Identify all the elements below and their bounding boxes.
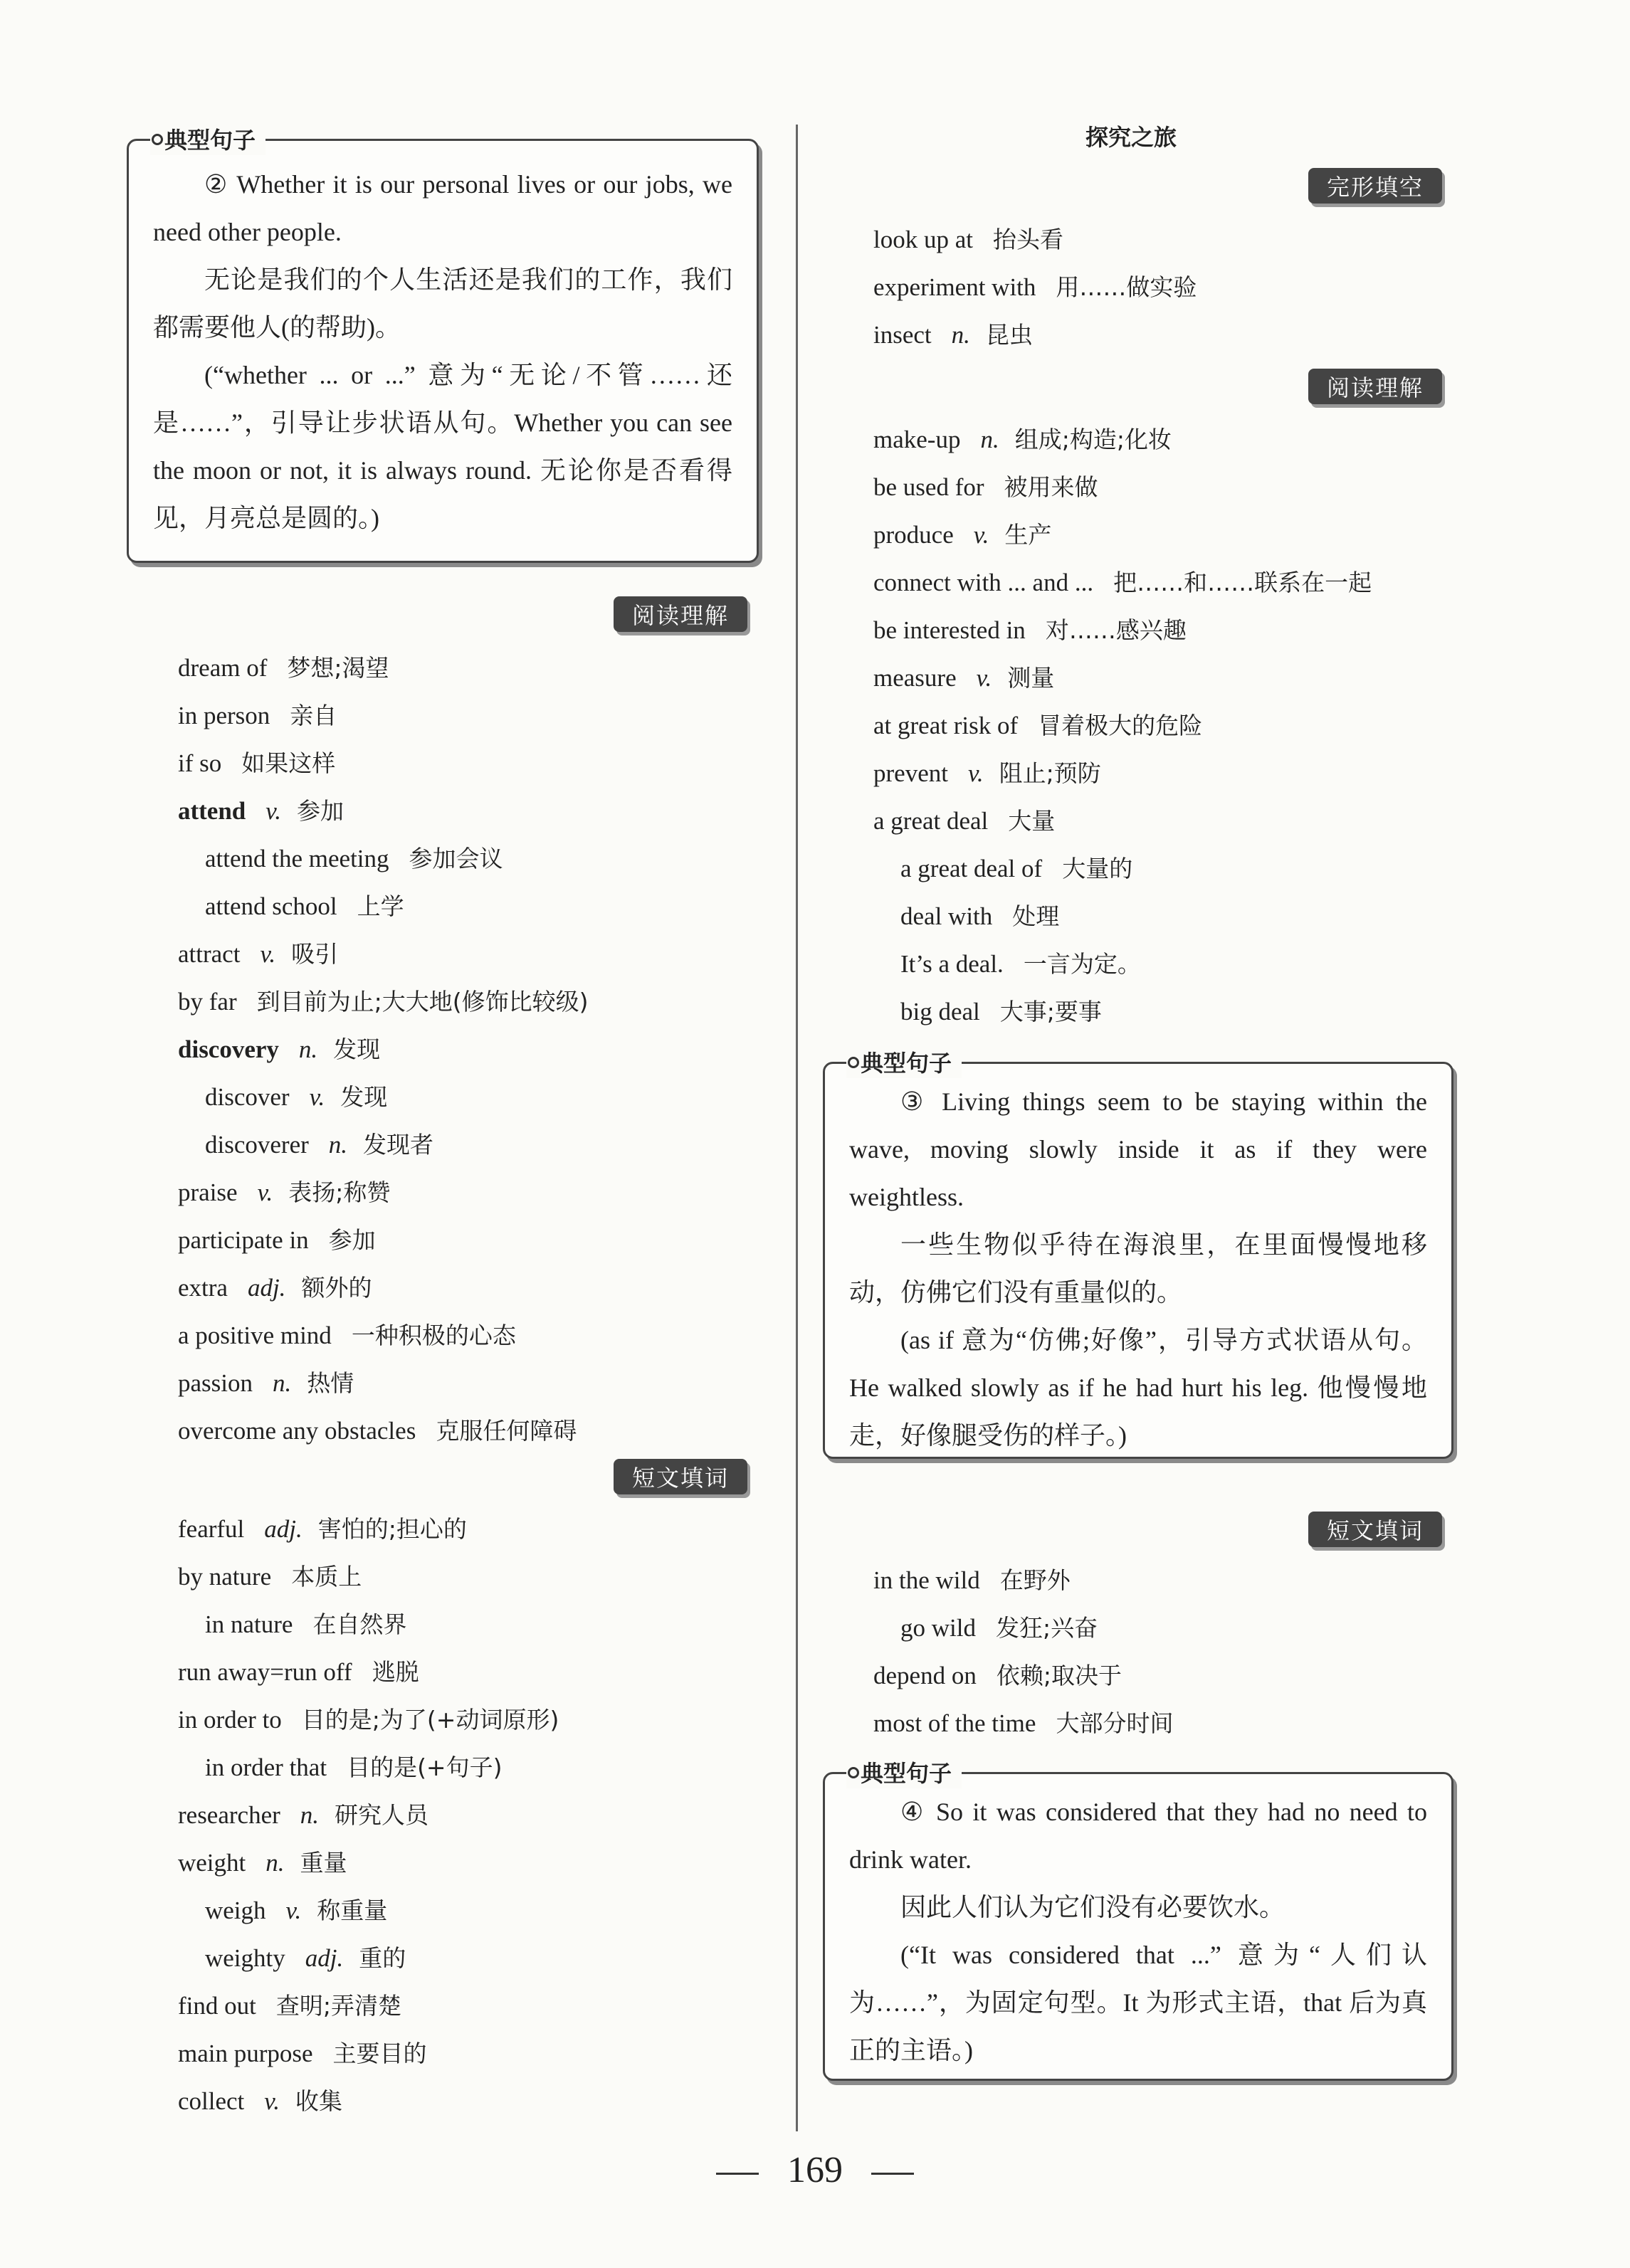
vocab-english: passion [178,1369,253,1397]
vocab-chinese: 梦想;渴望 [287,654,389,682]
vocab-chinese: 抬头看 [992,226,1063,253]
vocab-english: a great deal of [900,855,1043,882]
vocab-chinese: 一言为定。 [1023,950,1141,978]
vocab-english: extra [178,1274,228,1302]
grammar-note: (“It was considered that ...” 意为“人们认为……”，为固定句型。It 为形式主语，that 后为真正的主语。) [849,1941,1427,2064]
example-sentence-zh: 无论是我们的个人生活还是我们的工作，我们都需要他人(的帮助)。 [153,265,732,342]
vocab-chinese: 对……感兴趣 [1045,616,1187,644]
vocab-entry [873,1556,1173,1604]
vocab-entry [178,2030,559,2077]
vocab-chinese: 额外的 [301,1274,372,1302]
vocab-list-cloze [873,216,1197,359]
example-sentence-en: ② Whether it is our personal lives or our jobs, we need other people. [153,170,732,246]
vocab-english: in nature [205,1610,293,1638]
vocab-entry [178,1934,559,1982]
vocab-part-of-speech: v. [973,521,989,549]
grammar-note: (as if 意为“仿佛;好像”，引导方式状语从句。He walked slowly as if he had hurt his leg. 他慢慢地走，好像腿受伤的样子。) [849,1326,1427,1450]
vocab-part-of-speech: adj. [305,1944,344,1972]
vocab-entry [178,1744,559,1791]
vocab-entry [178,1696,559,1744]
vocab-chinese: 到目前为止;大大地(修饰比较级) [256,988,589,1016]
vocab-entry [178,1312,588,1359]
vocab-entry [873,654,1372,702]
vocab-entry [178,1839,559,1887]
vocab-part-of-speech: n. [298,1035,318,1063]
vocab-chinese: 参加 [296,797,344,825]
vocab-entry [873,1699,1173,1747]
vocab-english: find out [178,1992,256,2020]
vocab-chinese: 目的是(+句子) [347,1753,503,1781]
vocab-english: connect with ... and ... [873,569,1094,596]
vocab-part-of-speech: n. [980,426,999,453]
vocab-entry [178,978,588,1025]
vocab-entry [873,1652,1173,1699]
vocab-english: deal with [900,902,993,930]
vocab-chinese: 发狂;兴奋 [995,1614,1098,1642]
vocab-part-of-speech: adj. [247,1274,286,1302]
vocab-entry [873,845,1372,892]
vocab-chinese: 大部分时间 [1056,1709,1174,1737]
vocab-english: a great deal [873,807,989,835]
vocab-entry [178,1359,588,1407]
vocab-entry [178,1600,559,1648]
vocab-english: It’s a deal. [900,950,1004,978]
vocab-english: attend [178,797,246,825]
example-sentence-zh: 因此人们认为它们没有必要饮水。 [900,1893,1285,1921]
vocab-chinese: 重的 [359,1944,406,1972]
vocab-english: depend on [873,1662,977,1689]
vocab-english: attend school [205,892,337,920]
vocab-entry [178,1264,588,1312]
vocab-english: weighty [205,1944,285,1972]
vocab-part-of-speech: n. [328,1131,348,1159]
vocab-part-of-speech: v. [257,1178,273,1206]
section-tag-reading-2: 阅读理解 [1308,369,1442,404]
box-title: 典型句子 [846,1045,962,1078]
vocab-list-cloze-words [178,1505,559,2125]
vocab-english: weigh [205,1897,266,1924]
vocab-chinese: 测量 [1007,664,1055,692]
vocab-chinese: 本质上 [291,1563,362,1591]
vocab-entry [873,511,1372,559]
vocab-chinese: 参加会议 [409,845,503,872]
typical-sentence-box-3 [823,1050,1453,1459]
vocab-entry [873,263,1197,311]
section-tag-cloze: 完形填空 [1308,168,1442,204]
vocab-part-of-speech: v. [285,1897,302,1924]
vocab-chinese: 发现者 [363,1131,434,1159]
vocab-chinese: 称重量 [317,1897,388,1924]
vocab-english: most of the time [873,1709,1036,1737]
vocab-chinese: 目的是;为了(+动词原形) [301,1706,559,1734]
page-dash-right [871,2173,914,2175]
vocab-english: look up at [873,226,973,253]
example-sentence-en: ③ Living things seem to be staying within the wave, moving slowly inside it as if they were weightless. [849,1087,1427,1211]
vocab-entry [873,463,1372,511]
vocab-entry [873,1604,1173,1652]
section-tag-cloze-words-2: 短文填词 [1308,1512,1442,1547]
vocab-english: in order to [178,1706,282,1734]
vocab-english: by far [178,988,237,1016]
vocab-chinese: 大量的 [1062,855,1133,882]
vocab-entry [178,2077,559,2125]
vocab-entry [873,311,1197,359]
vocab-english: participate in [178,1226,309,1254]
vocab-english: fearful [178,1515,245,1543]
vocab-english: produce [873,521,954,549]
vocab-chinese: 在自然界 [312,1610,407,1638]
vocab-chinese: 阻止;预防 [999,759,1101,787]
page-number [0,2149,1630,2191]
vocab-english: run away=run off [178,1658,352,1686]
vocab-chinese: 昆虫 [985,321,1033,349]
vocab-english: in the wild [873,1566,980,1594]
vocab-chinese: 主要目的 [332,2040,427,2067]
vocab-chinese: 大量 [1008,807,1056,835]
vocab-part-of-speech: v. [260,940,276,968]
example-sentence-zh: 一些生物似乎待在海浪里，在里面慢慢地移动，仿佛它们没有重量似的。 [849,1230,1427,1307]
vocab-english: attend the meeting [205,845,389,872]
vocab-part-of-speech: n. [265,1849,285,1877]
vocab-entry [178,1887,559,1934]
vocab-entry [178,1791,559,1839]
vocab-chinese: 收集 [295,2087,342,2115]
vocab-chinese: 表扬;称赞 [288,1178,391,1206]
vocab-english: be interested in [873,616,1026,644]
vocab-list-cloze-words-2 [873,1556,1173,1747]
vocab-part-of-speech: v. [976,664,992,692]
vocab-english: if so [178,749,222,777]
vocab-chinese: 在野外 [999,1566,1071,1594]
vocab-chinese: 查明;弄清楚 [275,1992,401,2020]
example-sentence-en: ④ So it was considered that they had no need to drink water. [849,1798,1427,1874]
vocab-entry [178,930,588,978]
vocab-english: by nature [178,1563,272,1591]
vocab-chinese: 依赖;取决于 [996,1662,1122,1689]
vocab-entry [178,1121,588,1169]
page-dash-left [716,2173,759,2175]
vocab-entry [873,797,1372,845]
section-heading: 探究之旅 [1085,124,1177,151]
vocab-chinese: 冒着极大的危险 [1038,712,1203,739]
vocab-chinese: 克服任何障碍 [436,1417,577,1445]
vocab-chinese: 大事;要事 [999,998,1102,1025]
page-number-text: 169 [787,2150,843,2190]
vocab-english: dream of [178,654,268,682]
vocab-chinese: 亲自 [290,702,337,729]
vocab-english: attract [178,940,241,968]
vocab-chinese: 把……和……联系在一起 [1113,569,1372,596]
section-tag-reading: 阅读理解 [614,596,747,632]
vocab-english: big deal [900,998,980,1025]
vocab-english: in order that [205,1753,327,1781]
vocab-chinese: 研究人员 [335,1801,429,1829]
vocab-entry [178,835,588,882]
vocab-chinese: 被用来做 [1004,473,1098,501]
vocab-chinese: 处理 [1012,902,1060,930]
vocab-part-of-speech: adj. [264,1515,303,1543]
vocab-entry [873,216,1197,263]
vocab-entry [178,1073,588,1121]
vocab-chinese: 发现 [340,1083,388,1111]
vocab-entry [178,1553,559,1600]
vocab-entry [873,606,1372,654]
vocab-part-of-speech: v. [309,1083,325,1111]
vocab-part-of-speech: v. [264,2087,280,2115]
vocab-english: a positive mind [178,1322,332,1349]
vocab-entry [178,1169,588,1216]
vocab-entry [873,559,1372,606]
vocab-chinese: 重量 [300,1849,347,1877]
vocab-part-of-speech: v. [265,797,281,825]
vocab-list-reading-2 [873,416,1372,1035]
grammar-note: (“whether ... or ...” 意为“无论/不管……还是……”，引导让步状语从句。Whether you can see the moon or not, it is always round. 无论你是否看得见，月亮总是圆的。) [153,361,732,532]
vocab-english: in person [178,702,270,729]
vocab-chinese: 用……做实验 [1056,273,1197,301]
box-title: 典型句子 [846,1756,962,1788]
vocab-chinese: 热情 [307,1369,354,1397]
vocab-part-of-speech: n. [300,1801,320,1829]
vocab-english: discover [205,1083,290,1111]
vocab-entry [873,702,1372,749]
vocab-chinese: 如果这样 [241,749,336,777]
column-divider [796,125,798,2131]
vocab-chinese: 组成;构造;化妆 [1014,426,1172,453]
vocab-entry [178,692,588,739]
vocab-chinese: 一种积极的心态 [351,1322,516,1349]
vocab-entry [178,644,588,692]
vocab-chinese: 害怕的;担心的 [317,1515,467,1543]
vocab-entry [178,1982,559,2030]
vocab-english: prevent [873,759,948,787]
vocab-entry [178,787,588,835]
vocab-english: go wild [900,1614,976,1642]
vocab-entry [873,416,1372,463]
vocab-english: at great risk of [873,712,1019,739]
box-title: 典型句子 [150,122,265,155]
vocab-english: praise [178,1178,238,1206]
vocab-english: be used for [873,473,984,501]
vocab-english: measure [873,664,957,692]
vocab-english: researcher [178,1801,280,1829]
vocab-chinese: 生产 [1004,521,1052,549]
vocab-entry [178,1505,559,1553]
vocab-english: collect [178,2087,245,2115]
vocab-part-of-speech: n. [273,1369,292,1397]
vocab-chinese: 上学 [357,892,404,920]
vocab-entry [178,1407,588,1455]
section-tag-cloze-words: 短文填词 [614,1459,747,1494]
vocab-chinese: 逃脱 [372,1658,419,1686]
vocab-entry [178,1216,588,1264]
vocab-entry [873,988,1372,1035]
vocab-entry [178,882,588,930]
vocab-entry [178,1025,588,1073]
vocab-entry [178,739,588,787]
typical-sentence-box-4 [823,1760,1453,2081]
vocab-english: main purpose [178,2040,313,2067]
vocab-part-of-speech: v. [967,759,984,787]
typical-sentence-box-2 [127,127,759,563]
vocab-part-of-speech: n. [951,321,970,349]
vocab-entry [873,892,1372,940]
vocab-english: discovery [178,1035,279,1063]
vocab-entry [178,1648,559,1696]
vocab-list-reading [178,644,588,1455]
vocab-chinese: 参加 [328,1226,376,1254]
vocab-english: insect [873,321,932,349]
vocab-chinese: 发现 [333,1035,381,1063]
vocab-entry [873,940,1372,988]
vocab-entry [873,749,1372,797]
vocab-english: make-up [873,426,961,453]
vocab-english: experiment with [873,273,1036,301]
vocab-english: discoverer [205,1131,309,1159]
vocab-chinese: 吸引 [291,940,339,968]
vocab-english: overcome any obstacles [178,1417,416,1445]
vocab-english: weight [178,1849,246,1877]
